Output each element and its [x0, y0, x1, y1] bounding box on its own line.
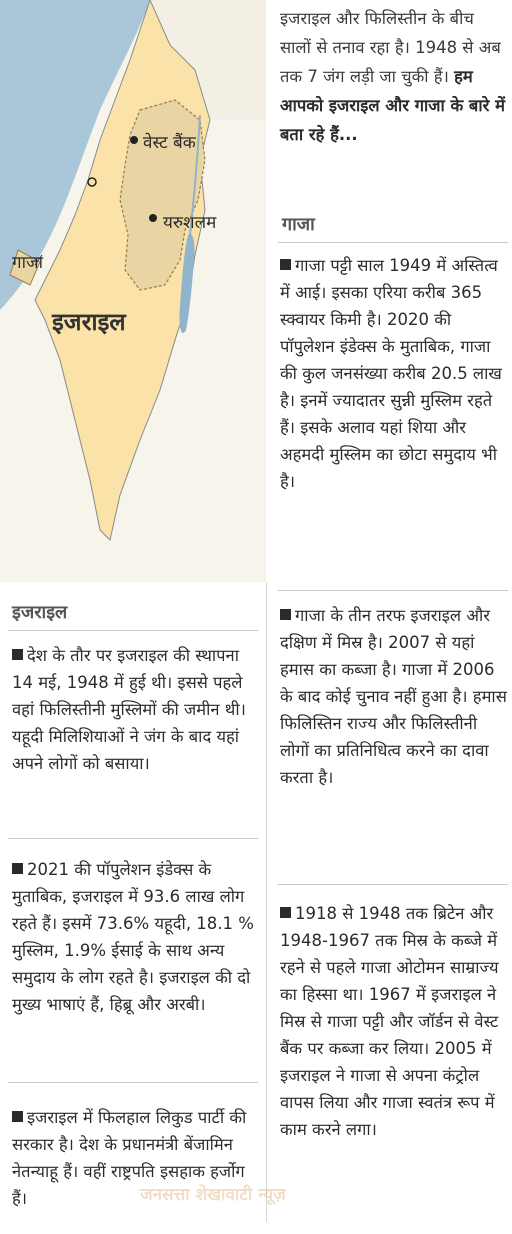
- israel-map-label: इजराइल: [52, 308, 126, 336]
- jerusalem-dot: [149, 214, 157, 222]
- jerusalem-label: यरुशलम: [163, 213, 217, 233]
- map-graphic: [0, 0, 266, 582]
- intro-text: [280, 4, 506, 149]
- gaza-paragraph-3: [280, 900, 508, 1143]
- column-divider: [266, 582, 267, 1222]
- bullet-square-icon: [12, 863, 23, 874]
- intro-bold: हम आपको इजराइल और गाजा के बारे में बता रहे हैं...: [280, 67, 505, 144]
- gaza-paragraph-1-text: गाजा पट्टी साल 1949 में अस्तित्व में आई। इसका एरिया करीब 365 स्क्वायर किमी है। 2020 की पॉपुलेशन इंडेक्स के मुताबिक, गाजा की कुल जनसंख्या करीब 20.5 लाख है। इनमें ज्यादातर सुन्नी मुस्लिम रहते हैं। इसके अलाव यहां शिया और अहमदी मुस्लिम का छोटा समुदाय भी है।: [280, 256, 502, 491]
- bullet-square-icon: [280, 907, 291, 918]
- gaza-paragraph-2-text: गाजा के तीन तरफ इजराइल और दक्षिण में मिस्र है। 2007 से यहां हमास का कब्जा है। गाजा में 2006 के बाद कोई चुनाव नहीं हुआ है। हमास फिलिस्तिन राज्य और फिलिस्तीनी लोगों का प्रतिनिधित्व करने का दावा करता है।: [280, 606, 507, 787]
- gaza-heading: गाजा: [282, 214, 315, 235]
- israel-divider-1: [8, 838, 258, 839]
- israel-paragraph-2-text: 2021 की पॉपुलेशन इंडेक्स के मुताबिक, इजराइल में 93.6 लाख लोग रहते हैं। इसमें 73.6% यहूदी, 18.1 % मुस्लिम, 1.9% ईसाई के साथ अन्य समुदाय के लोग रहते है। इजराइल की दो मुख्य भाषाएं हैं, हिब्रू और अरबी।: [12, 860, 254, 1014]
- bullet-square-icon: [280, 259, 291, 270]
- israel-heading-rule: [8, 630, 258, 631]
- gaza-paragraph-2: [280, 602, 508, 791]
- israel-paragraph-1-text: देश के तौर पर इजराइल की स्थापना 14 मई, 1948 में हुई थी। इससे पहले वहां फिलिस्तीनी मुस्लिमों की जमीन थी। यहूदी मिलिशियाओं ने जंग के बाद यहां अपने लोगों को बसाया।: [12, 646, 246, 773]
- bullet-square-icon: [280, 609, 291, 620]
- israel-paragraph-1: [12, 642, 258, 777]
- west-bank-label: वेस्ट बैंक: [143, 133, 196, 153]
- gaza-paragraph-3-text: 1918 से 1948 तक ब्रिटेन और 1948-1967 तक मिस्र के कब्जे में रहने से पहले गाजा ओटोमन साम्राज्य का हिस्सा था। 1967 में इजराइल ने मिस्र से गाजा पट्टी और जॉर्डन से वेस्ट बैंक पर कब्जा कर लिया। 2005 में इजराइल ने गाजा से अपना कंट्रोल वापस लिया और गाजा स्वतंत्र रूप में काम करने लगा।: [280, 904, 499, 1139]
- israel-divider-2: [8, 1082, 258, 1083]
- bullet-square-icon: [12, 1111, 23, 1122]
- intro-normal: इजराइल और फिलिस्तीन के बीच सालों से तनाव रहा है। 1948 से अब तक 7 जंग लड़ी जा चुकी हैं।: [280, 9, 501, 86]
- israel-heading: इजराइल: [12, 602, 68, 623]
- israel-gaza-map: [0, 0, 266, 582]
- gaza-divider-1: [278, 590, 508, 591]
- gaza-paragraph-1: [280, 252, 508, 495]
- bullet-square-icon: [12, 649, 23, 660]
- west-bank-dot: [130, 136, 138, 144]
- israel-paragraph-3-text: इजराइल में फिलहाल लिकुड पार्टी की सरकार है। देश के प्रधानमंत्री बेंजामिन नेतन्याहू हैं। वहीं राष्ट्रपति इसहाक हर्जोग हैं।: [12, 1108, 247, 1208]
- gaza-map-label: गाजा: [12, 253, 43, 273]
- watermark-logo: जनसत्ता शेखावाटी न्यूज़: [140, 1185, 286, 1205]
- gaza-divider-2: [278, 884, 508, 885]
- israel-paragraph-2: [12, 856, 258, 1018]
- gaza-heading-rule: [278, 242, 508, 243]
